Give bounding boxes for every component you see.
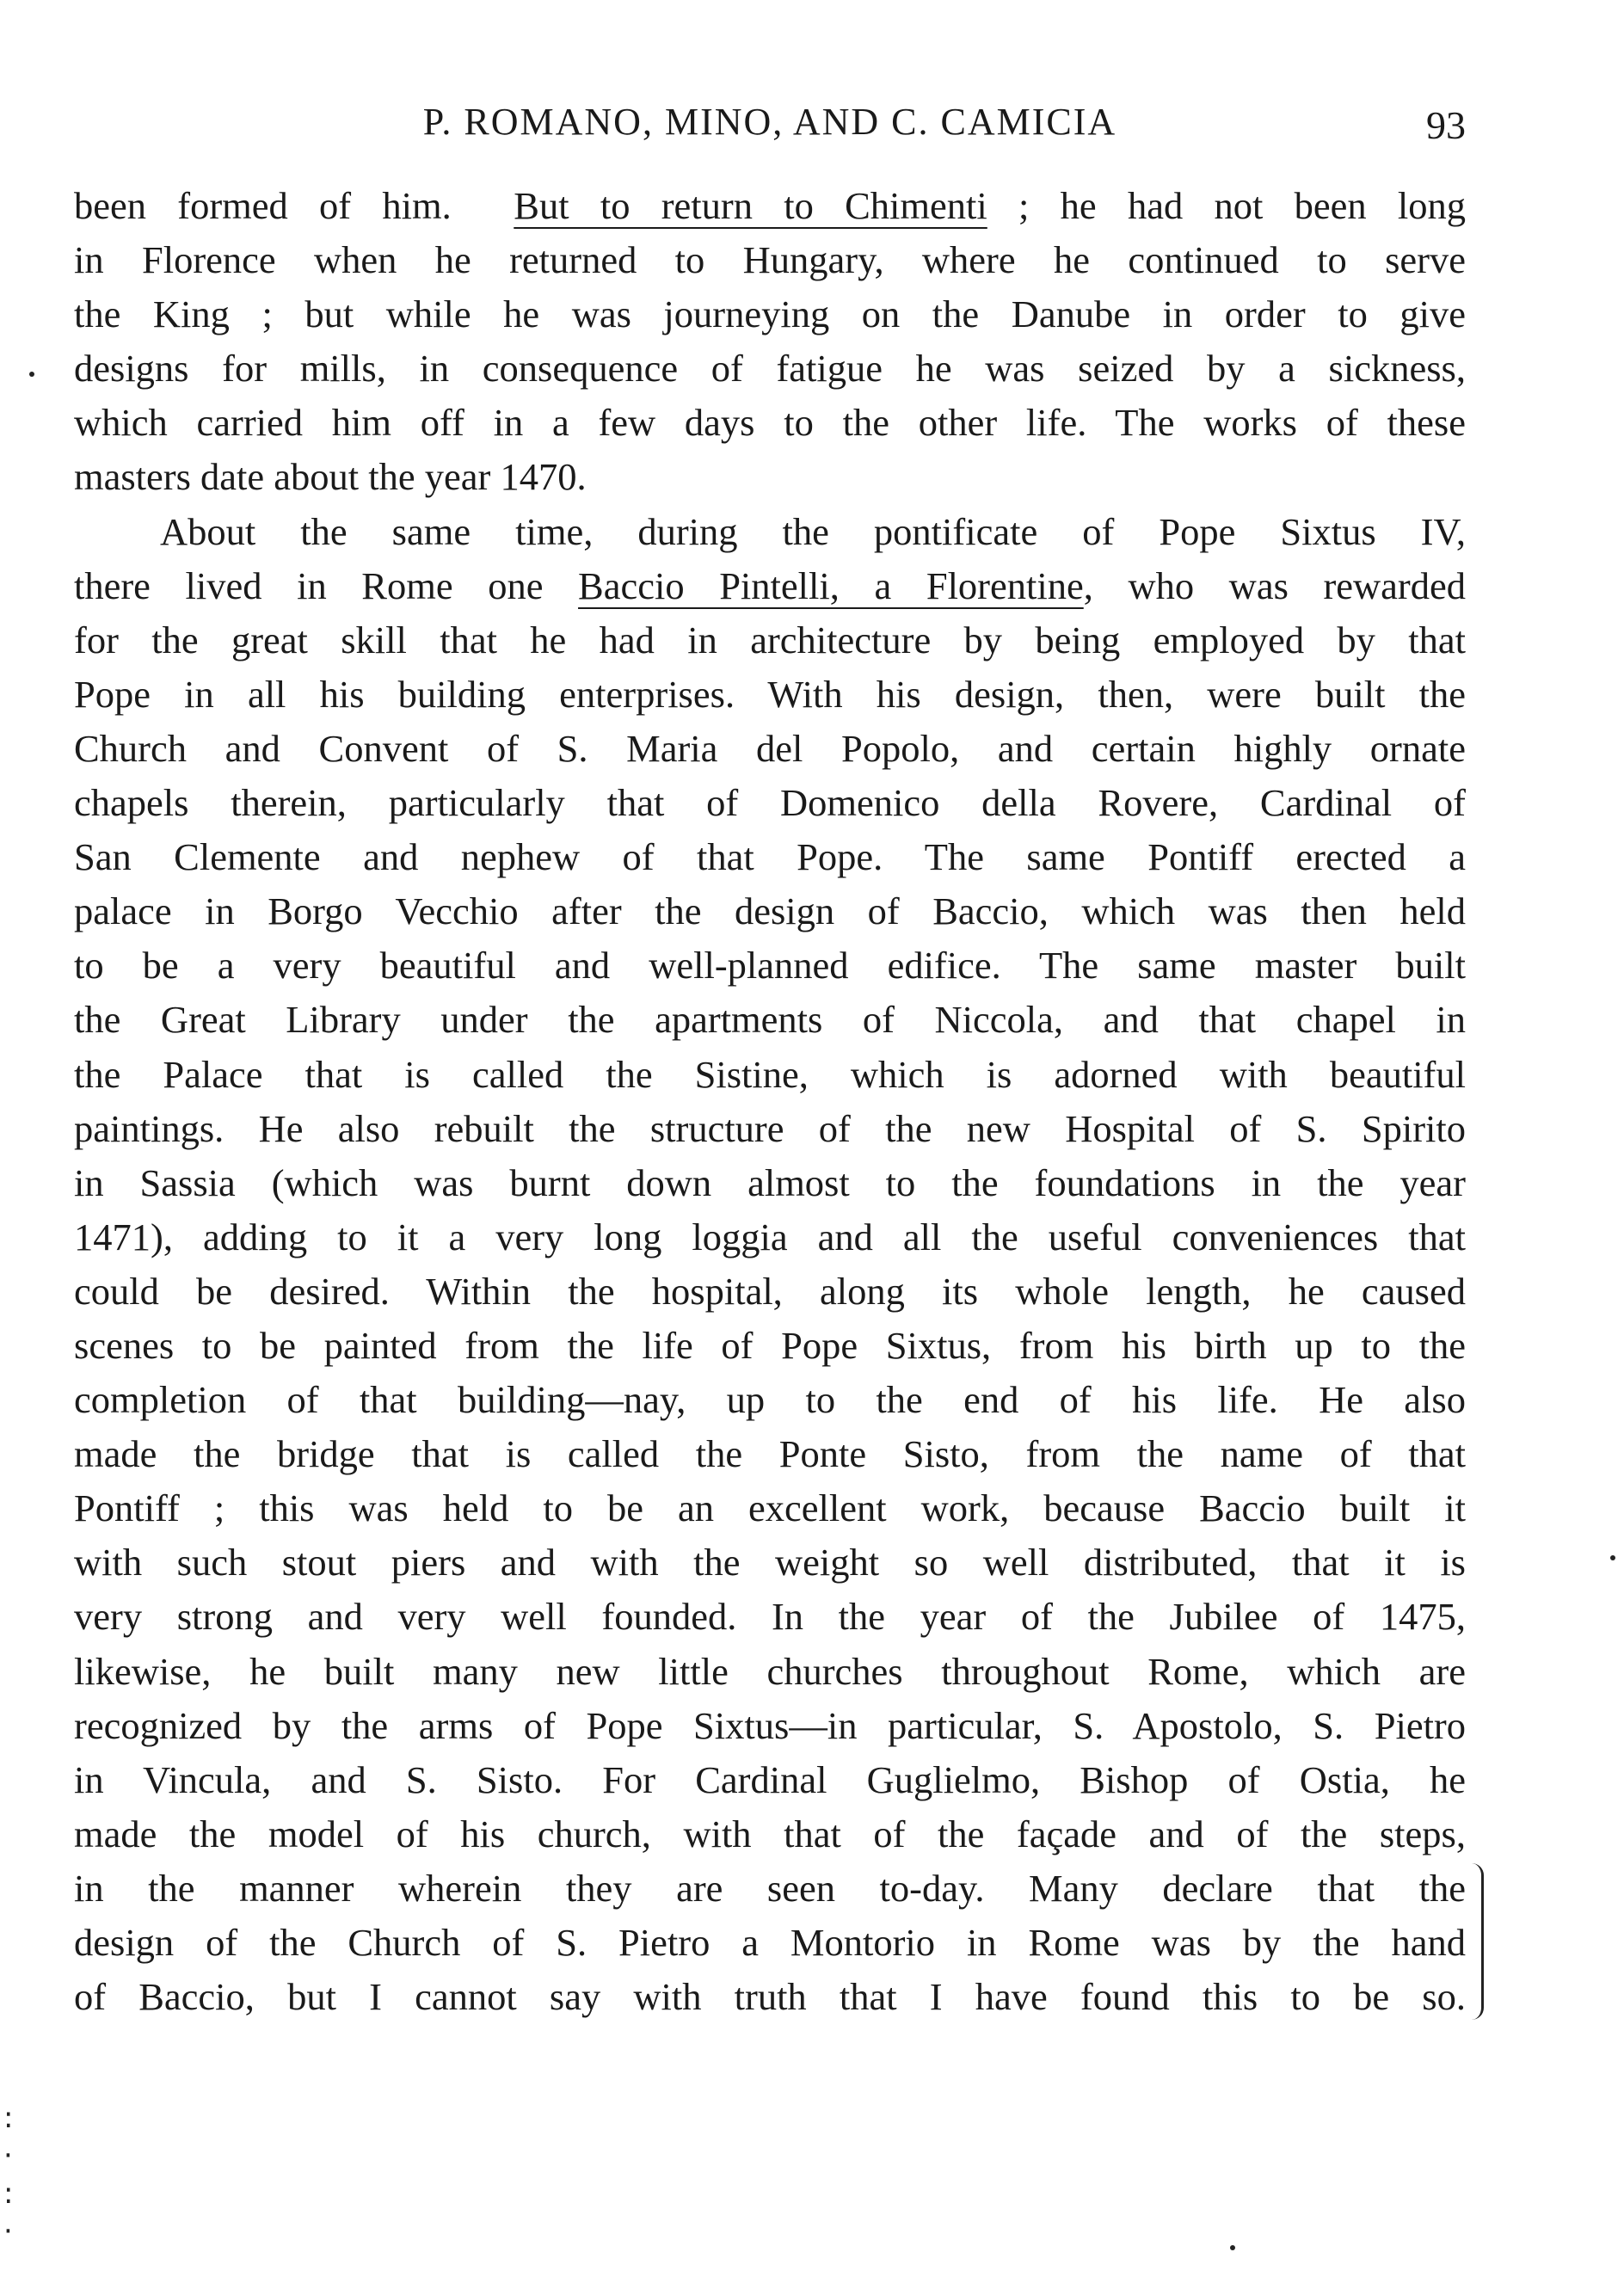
margin-bracket-mark bbox=[1462, 1863, 1484, 2020]
underlined-phrase: Baccio Pintelli, a Florentine bbox=[578, 563, 1084, 607]
margin-dot-mark bbox=[1610, 1555, 1615, 1560]
text-segment: ; he had not been long bbox=[987, 184, 1466, 227]
text-line: design of the Church of S. Pietro a Montorio in Rome was by the hand bbox=[74, 1921, 1466, 1964]
text-line: 1471), adding to it a very long loggia and all the useful conveniences that bbox=[74, 1215, 1466, 1258]
text-line: recognized by the arms of Pope Sixtus—in particular, S. Apostolo, S. Pietro bbox=[74, 1703, 1466, 1747]
text-line: designs for mills, in consequence of fatigue he was seized by a sickness, bbox=[74, 347, 1466, 391]
text-line: in Vincula, and S. Sisto. For Cardinal Guglielmo, Bishop of Ostia, he bbox=[74, 1757, 1466, 1801]
text-line: made the bridge that is called the Ponte Sisto, from the name of that bbox=[74, 1432, 1466, 1476]
text-line: could be desired. Within the hospital, along its whole length, he caused bbox=[74, 1269, 1466, 1313]
edge-scan-marks: : · : · bbox=[3, 2101, 14, 2249]
text-line: chapels therein, particularly that of Domenico della Rovere, Cardinal of bbox=[74, 781, 1466, 825]
text-line: completion of that building—nay, up to the end of his life. He also bbox=[74, 1378, 1466, 1422]
text-line: likewise, he built many new little churches throughout Rome, which are bbox=[74, 1649, 1466, 1693]
text-line: which carried him off in a few days to the other life. The works of these bbox=[74, 401, 1466, 445]
text-line: in Sassia (which was burnt down almost to the foundations in the year bbox=[74, 1160, 1466, 1204]
text-line: palace in Borgo Vecchio after the design of Baccio, which was then held bbox=[74, 889, 1466, 933]
text-line: the Great Library under the apartments of Niccola, and that chapel in bbox=[74, 998, 1466, 1042]
text-segment: been formed of him. bbox=[74, 184, 514, 227]
text-line: scenes to be painted from the life of Pope Sixtus, from his birth up to the bbox=[74, 1323, 1466, 1367]
text-line: with such stout piers and with the weight so well distributed, that it is bbox=[74, 1541, 1466, 1585]
page-number: 93 bbox=[1426, 103, 1466, 147]
text-line: very strong and very well founded. In the year of the Jubilee of 1475, bbox=[74, 1595, 1466, 1639]
margin-dot-mark bbox=[29, 372, 34, 377]
text-line bbox=[74, 559, 1466, 613]
margin-dot-mark bbox=[1230, 2245, 1235, 2250]
underlined-phrase: But to return to Chimenti bbox=[514, 184, 987, 227]
text-line: San Clemente and nephew of that Pope. The same Pontiff erected a bbox=[74, 835, 1466, 879]
running-head bbox=[74, 96, 1466, 148]
text-segment: there lived in Rome one bbox=[74, 563, 579, 607]
text-line: in the manner wherein they are seen to-day. Many declare that the bbox=[74, 1866, 1466, 1910]
text-line: Pope in all his building enterprises. With his design, then, were built the bbox=[74, 672, 1466, 716]
text-line bbox=[74, 179, 1466, 233]
text-line: masters date about the year 1470. bbox=[74, 455, 587, 499]
text-line: the King ; but while he was journeying on the Danube in order to give bbox=[74, 292, 1466, 336]
text-line: of Baccio, but I cannot say with truth that I have found this to be so. bbox=[74, 1975, 1466, 2019]
text-line: paintings. He also rebuilt the structure of the new Hospital of S. Spirito bbox=[74, 1106, 1466, 1150]
text-line: the Palace that is called the Sistine, which is adorned with beautiful bbox=[74, 1052, 1466, 1096]
body-text bbox=[74, 179, 1466, 2024]
text-line: to be a very beautiful and well-planned edifice. The same master built bbox=[74, 944, 1466, 988]
text-line: Pontiff ; this was held to be an excellent work, because Baccio built it bbox=[74, 1486, 1466, 1530]
text-line: Church and Convent of S. Maria del Popolo, and certain highly ornate bbox=[74, 726, 1466, 770]
text-line: made the model of his church, with that of the façade and of the steps, bbox=[74, 1812, 1466, 1855]
text-segment: , who was rewarded bbox=[1083, 563, 1467, 607]
running-title: P. ROMANO, MINO, AND C. CAMICIA bbox=[422, 101, 1117, 143]
text-line: for the great skill that he had in architecture by being employed by that bbox=[74, 618, 1466, 662]
text-line: About the same time, during the pontificate of Pope Sixtus IV, bbox=[160, 509, 1466, 553]
text-line: in Florence when he returned to Hungary, where he continued to serve bbox=[74, 238, 1466, 282]
